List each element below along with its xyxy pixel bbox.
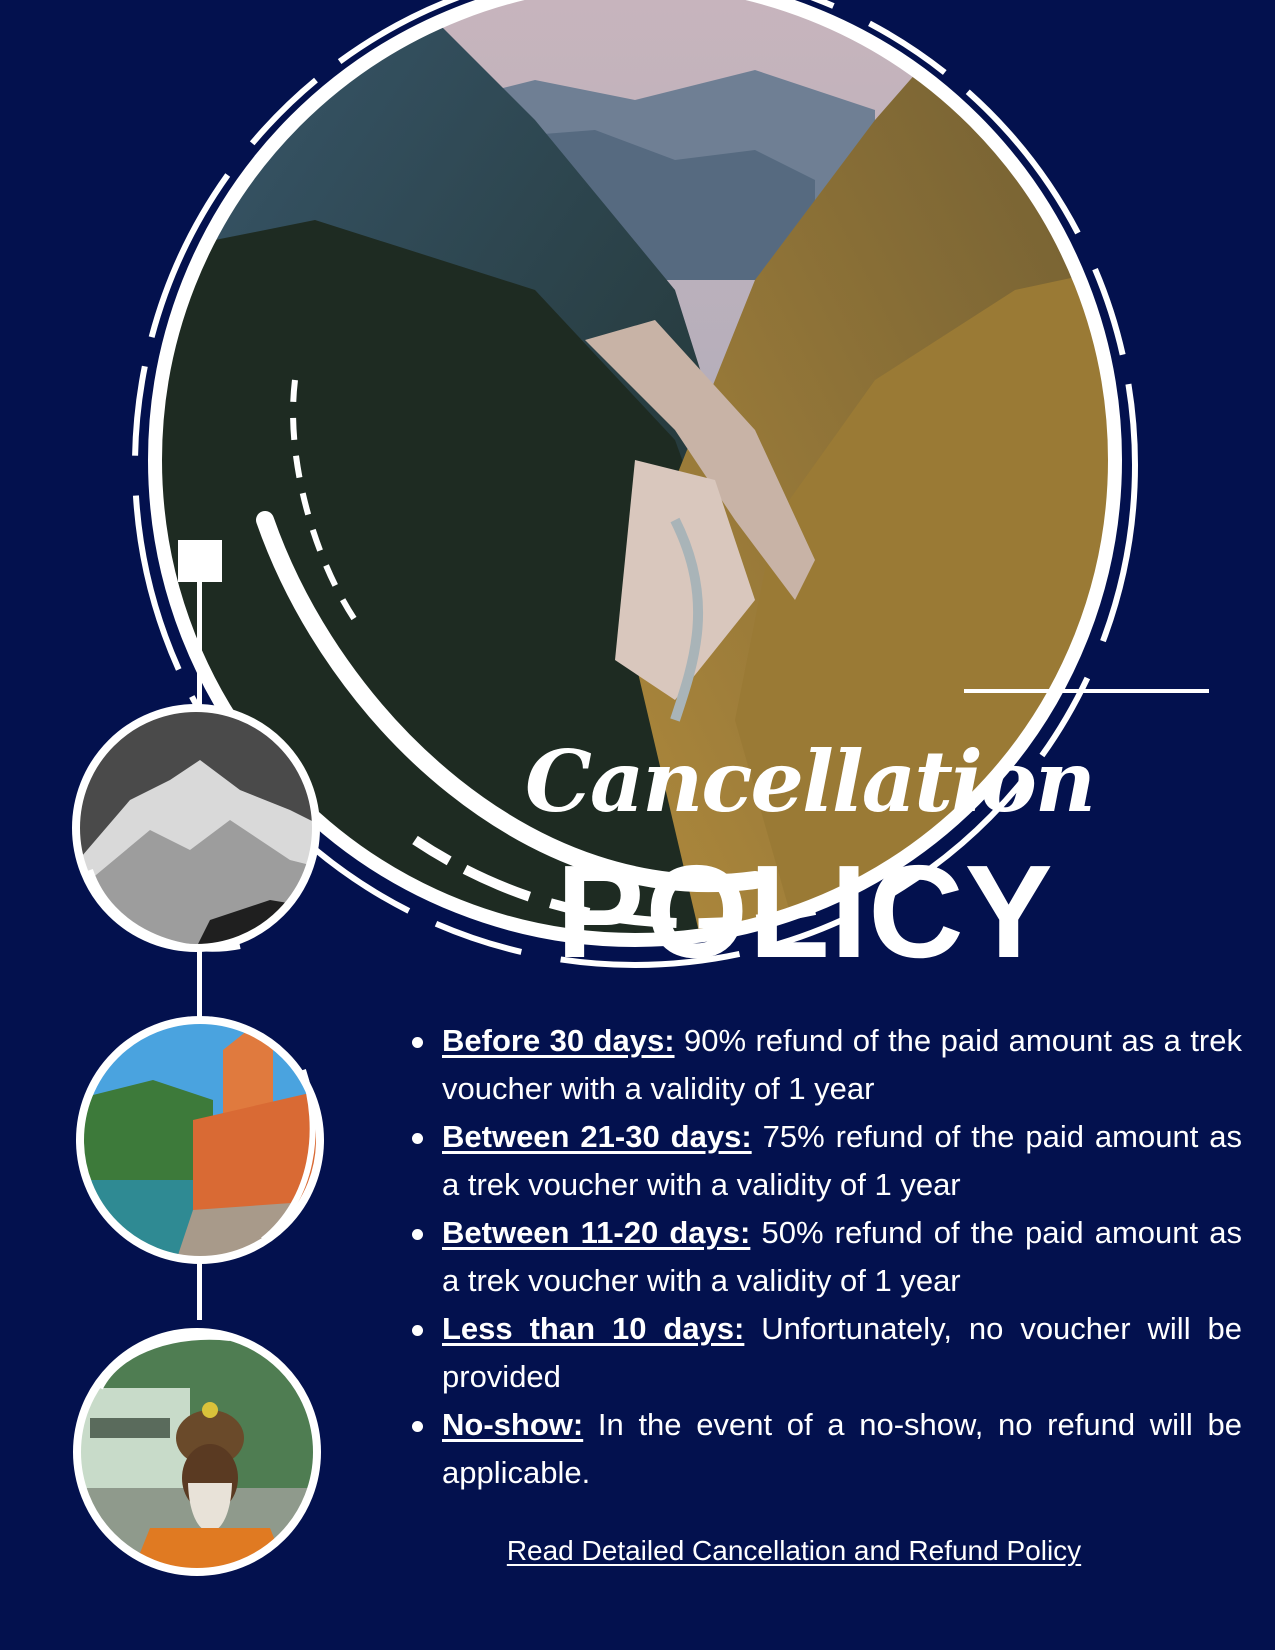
policy-text: Unfortunately, no voucher will be provided: [442, 1311, 1242, 1394]
bullet-icon: [412, 1037, 423, 1048]
policy-text: 90% refund of the paid amount as a trek voucher with a validity of 1 year: [442, 1023, 1242, 1106]
timeline-marker: [178, 540, 222, 582]
policy-label: Between 11-20 days:: [442, 1215, 751, 1250]
snow-peak-image: [70, 700, 330, 960]
detailed-policy-link[interactable]: Read Detailed Cancellation and Refund Policy: [506, 1535, 1082, 1566]
page-title: POLICY: [556, 838, 1054, 985]
sadhu-portrait-image: [70, 1318, 330, 1578]
bullet-icon: [412, 1325, 423, 1336]
bullet-icon: [412, 1421, 423, 1432]
title-script: Cancellation: [525, 732, 1095, 831]
policy-item: [442, 1305, 1242, 1401]
policy-label: Less than 10 days:: [442, 1311, 745, 1346]
decorative-divider: [964, 689, 1209, 693]
policy-text: 75% refund of the paid amount as a trek voucher with a validity of 1 year: [442, 1119, 1242, 1202]
policy-item: [442, 1113, 1242, 1209]
policy-text: 50% refund of the paid amount as a trek voucher with a validity of 1 year: [442, 1215, 1243, 1298]
temple-river-image: [73, 1010, 333, 1270]
policy-list: [404, 1017, 1242, 1497]
policy-item: [442, 1401, 1242, 1497]
bullet-icon: [412, 1133, 423, 1144]
bullet-icon: [412, 1229, 423, 1240]
policy-label: No-show:: [442, 1407, 584, 1442]
policy-item: [442, 1017, 1242, 1113]
policy-text: In the event of a no-show, no refund will be applicable.: [442, 1407, 1242, 1490]
policy-label: Between 21-30 days:: [442, 1119, 752, 1154]
policy-label: Before 30 days:: [442, 1023, 675, 1058]
policy-item: [442, 1209, 1242, 1305]
